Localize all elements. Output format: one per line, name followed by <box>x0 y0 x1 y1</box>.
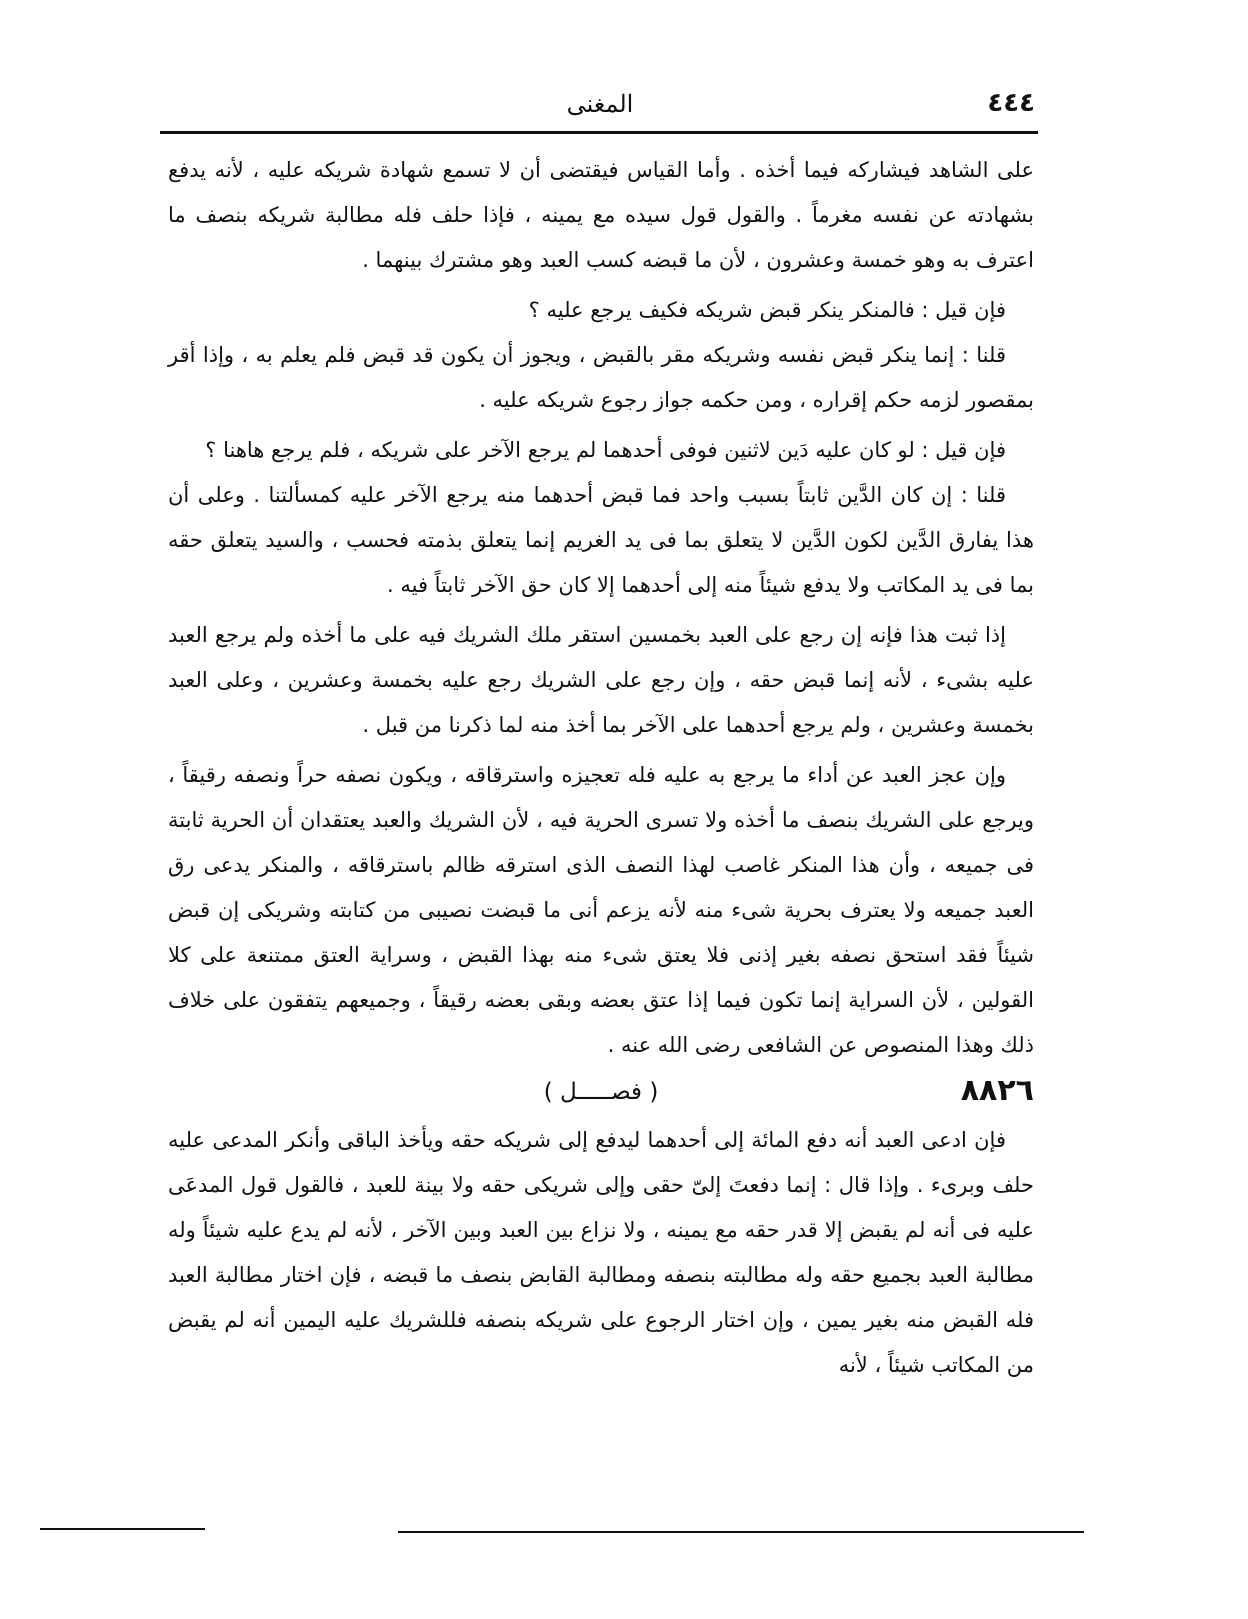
paragraph: وإن عجز العبد عن أداء ما يرجع به عليه فله تعجيزه واسترقاقه ، ويكون نصفه حراً ونصفه رقيقاً ، ويرجع على الشريك بنصف ما أخذه ولا تسرى الحرية فيه ، لأن الشريك والعبد يعتقدان أن الحرية ثابتة فى جميعه ، وأن هذا المنكر غاصب لهذا النصف الذى استرقه ظالم باسترقاقه ، والمنكر يدعى رق العبد جميعه ولا يعترف بحرية شىء منه لأنه يزعم أنى ما قبضت نصيبى من كتابته وشريكى إن قبض شيئاً فقد استحق نصفه بغير إذنى فلا يعتق شىء منه بهذا القبض ، وسراية العتق ممتنعة على كلا القولين ، لأن السراية إنما تكون فيما إذا عتق بعضه وبقى بعضه رقيقاً ، وجميعهم يتفقون على خلاف ذلك وهذا المنصوص عن الشافعى رضى الله عنه . <box>168 763 1034 1057</box>
paragraph: قلنا : إن كان الدَّين ثابتاً بسبب واحد فما قبض أحدهما منه يرجع الآخر عليه كمسألتنا . وعلى أن هذا يفارق الدَّين لكون الدَّين لا يتعلق بما فى يد الغريم إنما يتعلق بذمته فحسب ، والسيد يتعلق حقه بما فى يد المكاتب ولا يدفع شيئاً منه إلى أحدهما إلا كان حق الآخر ثابتاً فيه . <box>168 483 1034 597</box>
paragraph: إذا ثبت هذا فإنه إن رجع على العبد بخمسين استقر ملك الشريك فيه على ما أخذه ولم يرجع العبد عليه بشىء ، لأنه إنما قبض حقه ، وإن رجع على الشريك رجع عليه بخمسة وعشرين ، وعلى العبد بخمسة وعشرين ، ولم يرجع أحدهما على الآخر بما أخذ منه لما ذكرنا من قبل . <box>168 623 1034 737</box>
paragraph: فإن قيل : لو كان عليه دَين لاثنين فوفى أحدهما لم يرجع الآخر على شريكه ، فلم يرجع هاهنا ؟ <box>205 438 1006 462</box>
paragraph: فإن ادعى العبد أنه دفع المائة إلى أحدهما ليدفع إلى شريكه حقه ويأخذ الباقى وأنكر المدعى عليه حلف وبرىء . وإذا قال : إنما دفعتَ إلىّ حقى وإلى شريكى حقه ولا بينة للعبد ، فالقول قول المدعَى عليه فى أنه لم يقبض إلا قدر حقه مع يمينه ، ولا نزاع بين العبد وبين الآخر ، لأنه لم يدع عليه شيئاً وله مطالبة العبد بجميع حقه وله مطالبته بنصفه ومطالبة القابض بنصف ما قبضه ، فإن اختار مطالبة العبد فله القبض منه بغير يمين ، وإن اختار الرجوع على شريكه بنصفه فللشريك عليه اليمين أنه لم يقبض من المكاتب شيئاً ، لأنه <box>168 1128 1034 1377</box>
section-title: ( فصـــــل ) <box>543 1079 659 1105</box>
page-header <box>165 88 1035 128</box>
running-title: المغنى <box>566 90 634 118</box>
footer-rule-right <box>398 1531 1084 1533</box>
page-body <box>168 148 1034 1388</box>
footer-rule-left <box>40 1528 205 1530</box>
paragraph: قلنا : إنما ينكر قبض نفسه وشريكه مقر بالقبض ، ويجوز أن يكون قد قبض فلم يعلم به ، وإذا أقر بمقصور لزمه حكم إقراره ، ومن حكمه جواز رجوع شريكه عليه . <box>168 343 1034 412</box>
page-number: ٤٤٤ <box>987 88 1035 118</box>
header-rule <box>160 131 1038 134</box>
paragraph: على الشاهد فيشاركه فيما أخذه . وأما القياس فيقتضى أن لا تسمع شهادة شريكه عليه ، لأنه يدفع بشهادته عن نفسه مغرماً . والقول قول سيده مع يمينه ، فإذا حلف فله مطالبة شريكه بنصف ما اعترف به وهو خمسة وعشرون ، لأن ما قبضه كسب العبد وهو مشترك بينهما . <box>168 158 1034 272</box>
section-heading <box>168 1070 1034 1116</box>
paragraph: فإن قيل : فالمنكر ينكر قبض شريكه فكيف يرجع عليه ؟ <box>528 298 1006 322</box>
section-number: ٨٨٢٦ <box>960 1073 1034 1108</box>
